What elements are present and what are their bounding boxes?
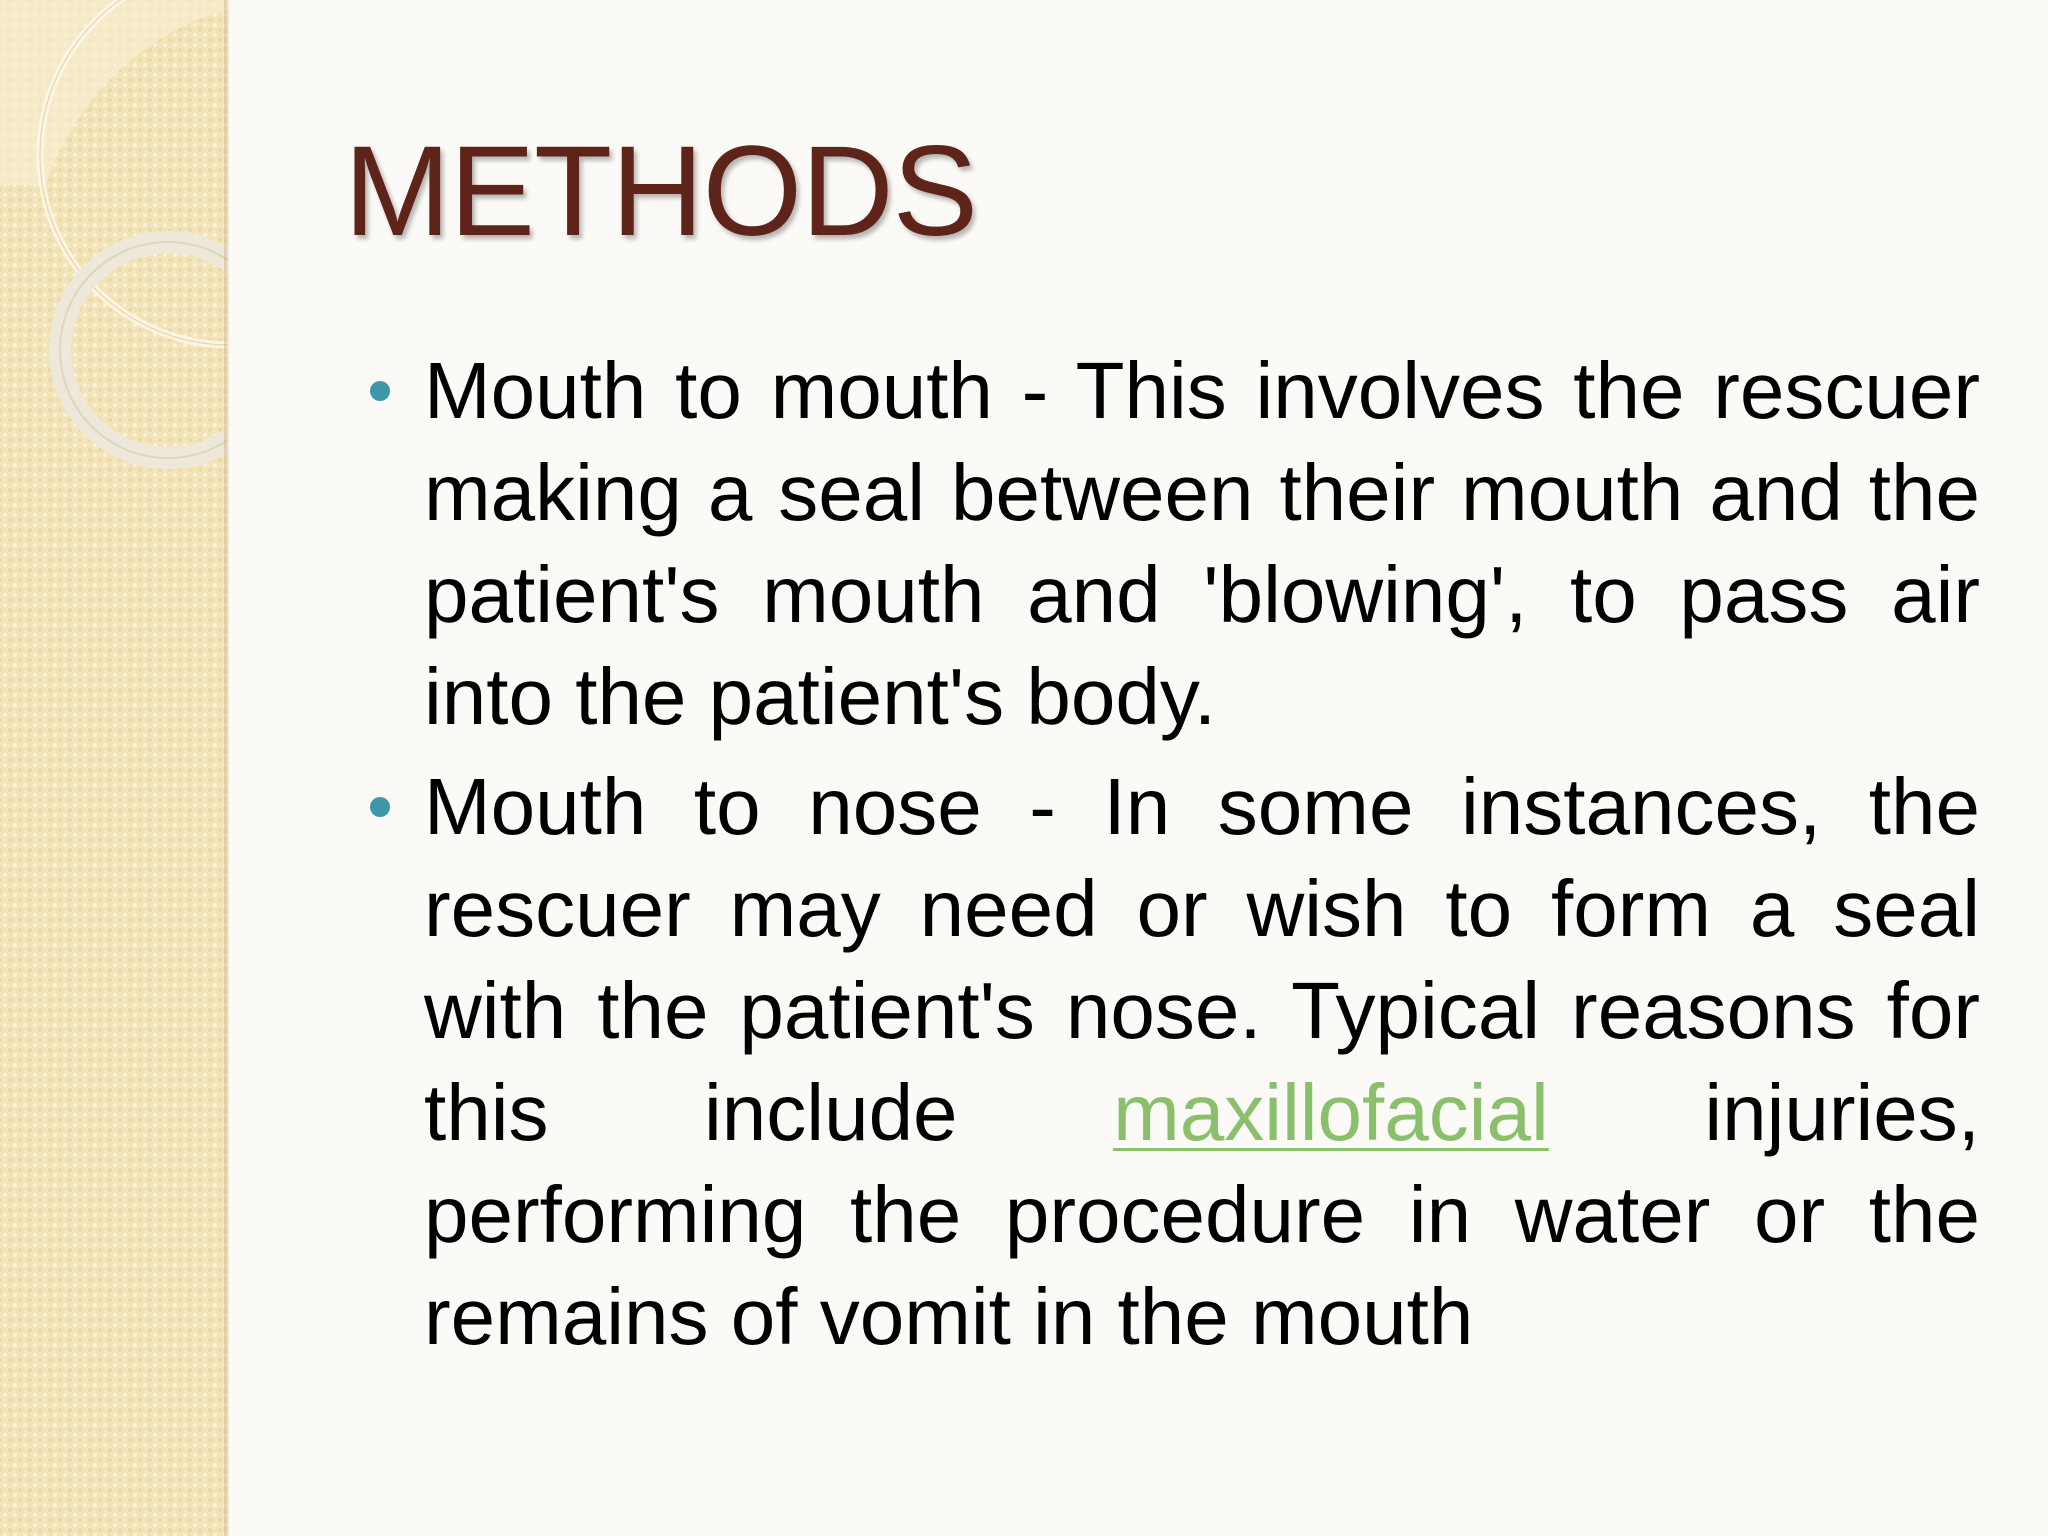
bullet-dot-icon xyxy=(370,797,390,817)
decorative-rings-graphic xyxy=(0,0,228,520)
decorative-side-band xyxy=(0,0,228,1536)
bullet-item-mouth-to-mouth xyxy=(362,340,1980,748)
bullet-text: Mouth to mouth - This involves the rescuer making a seal between their mouth and the patient's mouth and 'blowing', to pass air into the patient's body. xyxy=(424,346,1980,741)
bullet-text-after-link: injuries, performing the procedure in water or the remains of vomit in the mouth xyxy=(424,1068,1980,1361)
bullet-list xyxy=(362,340,1980,1376)
slide-title: METHODS xyxy=(344,120,977,263)
side-band-edge xyxy=(224,0,230,1536)
bullet-text-before-link: Mouth to nose - In some instances, the rescuer may need or wish to form a seal with the patient's nose. Typical reasons for this include xyxy=(424,762,1980,1157)
maxillofacial-link[interactable]: maxillofacial xyxy=(1113,1068,1549,1157)
bullet-item-mouth-to-nose xyxy=(362,756,1980,1368)
bullet-dot-icon xyxy=(370,381,390,401)
